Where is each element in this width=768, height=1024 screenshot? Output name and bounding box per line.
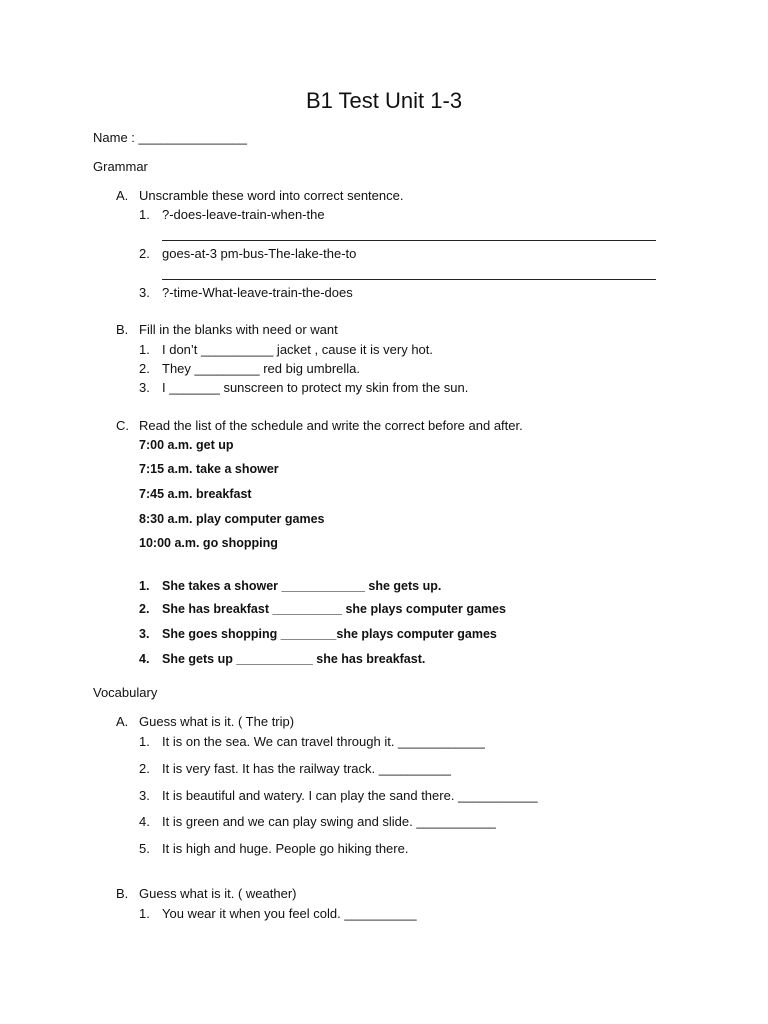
vocab-b-item-num: 1. [139,906,150,921]
grammar-c-item-num: 4. [139,652,150,666]
schedule-entry: 7:00 a.m. get up [139,438,234,452]
vocab-a-item-text: It is green and we can play swing and slide. ___________ [162,814,496,829]
grammar-b-item-text: I _______ sunscreen to protect my skin from the sun. [162,380,469,395]
vocab-a-item-text: It is on the sea. We can travel through it. ____________ [162,734,485,749]
vocab-a-item-text: It is high and huge. People go hiking there. [162,841,409,856]
vocab-b-instruction: Guess what is it. ( weather) [139,886,297,901]
vocab-b-item-text: You wear it when you feel cold. __________ [162,906,417,921]
schedule-entry: 10:00 a.m. go shopping [139,536,278,550]
grammar-b-item-num: 3. [139,380,150,395]
grammar-b-item-text: I don’t __________ jacket , cause it is very hot. [162,342,434,357]
vocab-a-item-num: 4. [139,814,150,829]
vocab-a-item-num: 3. [139,788,150,803]
grammar-c-item-num: 3. [139,627,150,641]
grammar-a-item-text: ?-time-What-leave-train-the-does [162,285,353,300]
vocab-a-instruction: Guess what is it. ( The trip) [139,714,295,729]
vocab-a-item-text: It is very fast. It has the railway track. __________ [162,761,452,776]
vocab-a-item-num: 2. [139,761,150,776]
grammar-c-item-text: She goes shopping ________she plays computer games [162,627,497,641]
grammar-a-instruction: Unscramble these word into correct sentence. [139,188,404,203]
grammar-a-letter: A. [116,188,129,203]
answer-line [162,240,656,241]
page-title: B1 Test Unit 1-3 [305,88,463,113]
grammar-b-letter: B. [116,322,129,337]
grammar-b-item-num: 1. [139,342,150,357]
grammar-a-item-text: goes-at-3 pm-bus-The-lake-the-to [162,246,357,261]
answer-line [162,279,656,280]
grammar-c-instruction: Read the list of the schedule and write the correct before and after. [139,418,523,433]
grammar-c-item-text: She has breakfast __________ she plays computer games [162,602,506,616]
grammar-a-item-num: 2. [139,246,150,261]
grammar-c-item-num: 1. [139,579,150,593]
schedule-entry: 7:45 a.m. breakfast [139,487,252,501]
grammar-b-item-num: 2. [139,361,150,376]
grammar-c-item-text: She gets up ___________ she has breakfast. [162,652,426,666]
vocab-a-item-num: 1. [139,734,150,749]
grammar-c-item-text: She takes a shower ____________ she gets up. [162,579,442,593]
grammar-c-letter: C. [116,418,129,433]
grammar-a-item-num: 1. [139,207,150,222]
schedule-entry: 8:30 a.m. play computer games [139,512,325,526]
grammar-c-item-num: 2. [139,602,150,616]
vocabulary-heading: Vocabulary [93,685,158,700]
name-field: Name : _______________ [93,130,247,145]
schedule-entry: 7:15 a.m. take a shower [139,462,279,476]
grammar-a-item-text: ?-does-leave-train-when-the [162,207,325,222]
vocab-a-letter: A. [116,714,129,729]
vocab-b-letter: B. [116,886,129,901]
grammar-b-instruction: Fill in the blanks with need or want [139,322,338,337]
vocab-a-item-num: 5. [139,841,150,856]
grammar-b-item-text: They _________ red big umbrella. [162,361,361,376]
grammar-heading: Grammar [93,159,148,174]
vocab-a-item-text: It is beautiful and watery. I can play the sand there. ___________ [162,788,538,803]
grammar-a-item-num: 3. [139,285,150,300]
